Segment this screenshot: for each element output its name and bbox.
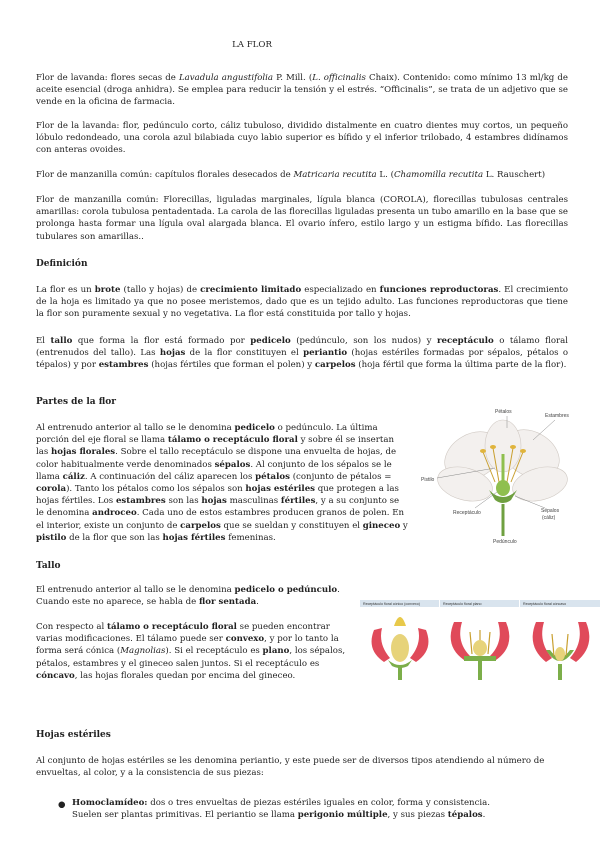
paragraph-tallo-2: Con respecto al tálamo o receptáculo floral se pueden encontrar varias modificaciones. El tálamo puede ser convexo, y por lo tanto la forma será cónica (Magnolias). Si el receptáculo es plano, los sépalos, pétalos, estambres y el gineceo salen juntos. Si el receptáculo es cóncavo, las hojas florales quedan por encima del gineceo.: [36, 622, 346, 681]
paragraph-manzanilla-1: Flor de manzanilla común: capítulos florales desecados de Matricaria recutita L. (Chamomilla recutita L. Rauschert): [36, 170, 546, 180]
heading-tallo: Tallo: [36, 561, 61, 571]
paragraph-manzanilla-2: Flor de manzanilla común: Florecillas, liguladas marginales, lígula blanca (COROLA), florecillas tubulosas centrales amarillas: corola tubulosa pentadentada. La carola de las florecillas liguladas presenta un tubo amarillo en la base que se prolonga hasta formar una lígula oval alargada blanca. El ovario ínfero, estilo largo y un estigma bífido. Las florecillas tubulares son amarillas..: [36, 195, 568, 242]
list-item-homoclamideo: Homoclamídeo: dos o tres envueltas de piezas estériles iguales en color, forma y consistencia. Suelen ser plantas primitivas. El periantio se llama perigonio múltiple, y sus piezas tépalos.: [72, 798, 491, 821]
label-caliz: (cáliz): [542, 515, 556, 521]
label-estambres: Estambres: [545, 413, 569, 419]
label-pistilo: Pistilo: [421, 477, 435, 483]
flower-flat: [451, 622, 510, 680]
bullet-icon: ●: [58, 800, 66, 810]
label-receptaculo: Receptáculo: [453, 510, 481, 516]
label-sepalos: Sépalos: [541, 508, 560, 514]
paragraph-hojas-esteriles: Al conjunto de hojas estériles se les denomina periantio, y este puede ser de diversos tipos atendiendo al número de envueltas, al color, y a la consistencia de sus piezas:: [36, 756, 545, 779]
heading-definicion: Definición: [36, 259, 88, 269]
caption-plano: Receptáculo floral plano: [443, 602, 482, 606]
caption-concavo: Receptáculo floral cóncavo: [523, 602, 567, 606]
flower-parts-diagram: [415, 404, 590, 544]
caption-conico: Receptáculo floral cónico (convexo): [363, 602, 420, 606]
paragraph-definicion-2: El tallo que forma la flor está formado por pedicelo (pedúnculo, son los nudos) y receptáculo o tálamo floral (entrenudos del tallo). Las hojas de la flor constituyen el periantio (hojas estériles formadas por sépalos, pétalos o tépalos) y por estambres (hojas fértiles que forman el polen) y carpelos (hoja fértil que forma la última parte de la flor).: [36, 336, 568, 371]
label-pedunculo: Pedúnculo: [493, 539, 517, 544]
paragraph-tallo-1: El entrenudo anterior al tallo se le denomina pedicelo o pedúnculo. Cuando este no aparece, se habla de flor sentada.: [36, 585, 340, 608]
flower-concave: [533, 622, 590, 680]
paragraph-partes: Al entrenudo anterior al tallo se le denomina pedicelo o pedúnculo. La última porción del eje floral se llama tálamo o receptáculo floral y sobre él se insertan las hojas florales. Sobre el tallo receptáculo se dispone una envuelta de hojas, de color habitualmente verde denominados sépalos. Al conjunto de los sépalos se le llama cáliz. A continuación del cáliz aparecen los pétalos (conjunto de pétalos = corola). Tanto los pétalos como los sépalos son hojas estériles que protegen a las hojas fértiles. Los estambres son las hojas masculinas fértiles, y a su conjunto se le denomina androceo. Cada uno de estos estambres producen granos de polen. En el interior, existe un conjunto de carpelos que se sueldan y constituyen el gineceo y pistilo de la flor que son las hojas fértiles femeninas.: [36, 423, 408, 543]
paragraph-definicion-1: La flor es un brote (tallo y hojas) de crecimiento limitado especializado en funciones reproductoras. El crecimiento de la hoja es limitado ya que no posee meristemos, dado que es un tejido adulto. Las funciones reproductoras que tiene la flor son puramente sexual y no vegetativa. La flor está constituida por tallo y hojas.: [36, 285, 568, 320]
heading-partes: Partes de la flor: [36, 397, 117, 407]
label-petalos: Pétalos: [495, 409, 512, 415]
paragraph-lavanda-2: Flor de la lavanda: flor, pedúnculo corto, cáliz tubuloso, dividido distalmente en cuatro dientes muy cortos, un pequeño lóbulo redondeado, una corola azul bilabiada cuyo labio superior es bífido y el inferior trilobado, 4 estambres didínamos con anteras ovoides.: [36, 121, 568, 156]
flower-convex: [372, 617, 429, 680]
paragraph-lavanda-1: Flor de lavanda: flores secas de Lavadula angustifolia P. Mill. (L. officinalis Chaix). Contenido: como mínimo 13 ml/kg de aceite esencial (droga anhidra). Se emplea para reducir la tensión y el estrés. “Officinalis”, se trata de un adjetivo que se vende en la oficina de farmacia.: [36, 73, 568, 108]
receptacle-types-diagram: [360, 600, 600, 682]
page-title: LA FLOR: [232, 40, 272, 50]
heading-hojas-esteriles: Hojas estériles: [36, 730, 111, 740]
